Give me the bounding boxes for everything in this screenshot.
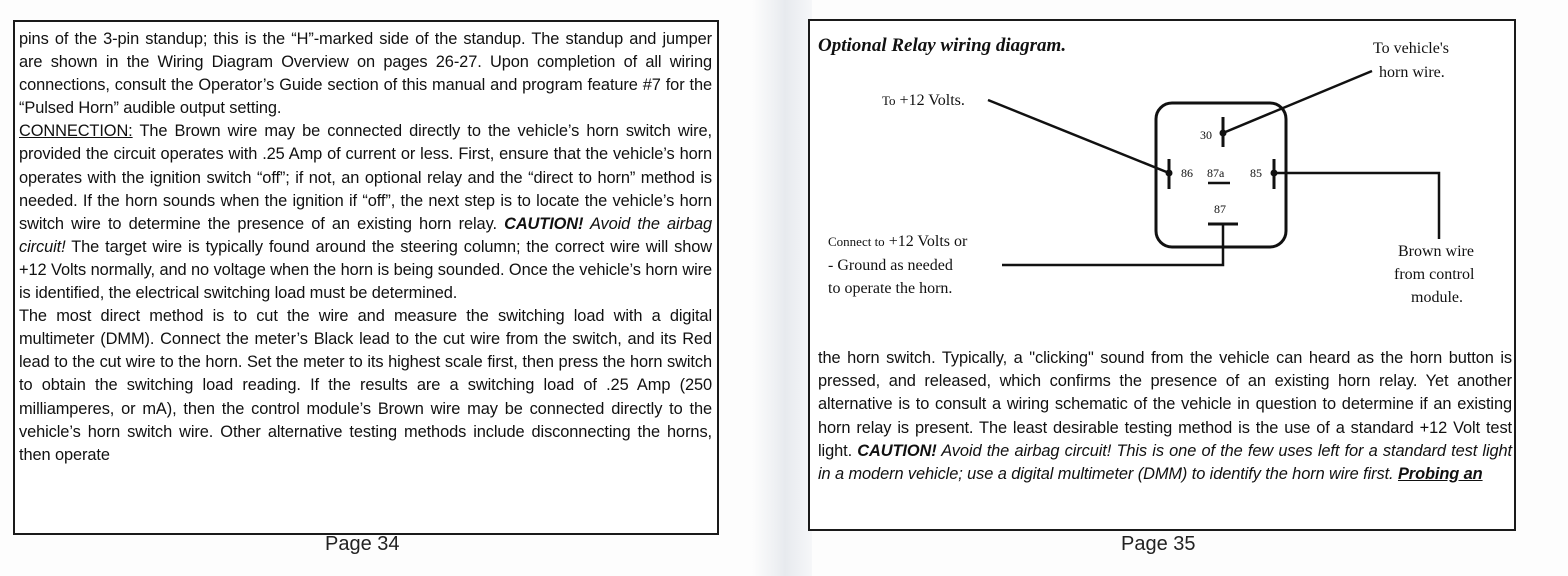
label-horn-line-1: To vehicle's: [1373, 40, 1449, 57]
right-page-text: [818, 347, 1512, 486]
paragraph-2-text-a: The Brown wire may be connected directly to the vehicle’s horn switch wire, provided the circuit operates with .25 Amp of current or less. First, ensure that the vehicle’s horn operates with the ignition switch “off”; if not, an optional relay and the “direct to horn” method is needed. If the horn sounds when the ignition if “off”, the next step is to locate the vehicle’s horn switch wire to determine the presence of an existing horn relay.: [19, 122, 712, 233]
pin-30-label: 30: [1200, 128, 1212, 142]
paragraph-3: The most direct method is to cut the wire and measure the switching load with a digital multimeter (DMM). Connect the meter’s Black lead to the cut wire from the switch, and its Red lead to the cut wire to the horn. Set the meter to its highest scale first, then press the horn switch to obtain the switching load reading. If the results are a switching load of .25 Amp (250 milliamperes, or mA), then the control module’s Brown wire may be connected directly to the vehicle’s horn switch wire. Other alternative testing methods include disconnecting the horns, then operate: [19, 307, 712, 464]
label-connect: [828, 233, 968, 250]
label-12v-prefix: To: [882, 93, 896, 108]
paragraph-2-text-b: The target wire is typically found around the steering column; the correct wire will show +12 Volts normally, and no voltage when the horn is being sounded. Once the vehicle’s horn wire is identified, the electrical switching load must be determined.: [19, 237, 712, 303]
label-12v-suffix: +12 Volts.: [899, 92, 965, 109]
left-page-text: [19, 28, 712, 467]
left-page-frame: [13, 20, 719, 535]
label-brown-line-1: Brown wire: [1398, 243, 1474, 260]
book-gutter: [752, 0, 812, 576]
page-number-right: Page 35: [1121, 533, 1196, 555]
wire-brown: [1274, 173, 1439, 239]
right-caution-text: Avoid the airbag circuit! This is one of the few uses left for a standard test light in a modern vehicle; use a digital multimeter (DMM) to identify the horn wire first.: [818, 441, 1512, 484]
paragraph-1: pins of the 3-pin standup; this is the “H”-marked side of the standup. The standup and jumper are shown in the Wiring Diagram Overview on pages 26-27. Upon completion of all wiring connections, consult the Operator’s Guide section of this manual and program feature #7 for the “Pulsed Horn” audible output setting.: [19, 30, 712, 118]
label-horn-line-2: horn wire.: [1379, 64, 1445, 81]
relay-wiring-diagram: [810, 21, 1514, 331]
page-number-left: Page 34: [325, 533, 400, 555]
connection-heading: CONNECTION:: [19, 122, 133, 141]
label-connect-prefix: Connect to: [828, 234, 885, 249]
caution-text: Avoid the airbag circuit!: [19, 214, 712, 256]
label-connect-suffix: +12 Volts or: [888, 233, 968, 250]
right-page-frame: [808, 19, 1516, 531]
label-ground: - Ground as needed: [828, 257, 953, 274]
right-text-part-1: the horn switch. Typically, a "clicking" sound from the vehicle can heard as the horn button is pressed, and released, which confirms the presence of an existing horn relay. Yet another alternative is to consult a wiring schematic of the vehicle in question to determine if an existing horn relay is present. The least desirable testing method is the use of a standard +12 Volt test light.: [818, 349, 1512, 460]
label-brown-line-3: module.: [1411, 289, 1463, 306]
paragraph-2: [19, 120, 712, 305]
pin-85-label: 85: [1250, 166, 1262, 180]
probing-text: Probing an: [1397, 465, 1483, 484]
caution-label: CAUTION!: [504, 214, 584, 233]
label-operate: to operate the horn.: [828, 280, 953, 297]
label-brown-line-2: from control: [1394, 266, 1475, 283]
right-caution-label: CAUTION!: [857, 441, 937, 460]
diagram-title: Optional Relay wiring diagram.: [818, 35, 1067, 56]
pin-87-label: 87: [1214, 202, 1226, 216]
pin-87a-label: 87a: [1207, 166, 1225, 180]
wire-ground-or-12v: [1002, 224, 1223, 265]
label-12v: [882, 92, 965, 109]
wire-12v: [988, 100, 1169, 173]
pin-86-label: 86: [1181, 166, 1193, 180]
